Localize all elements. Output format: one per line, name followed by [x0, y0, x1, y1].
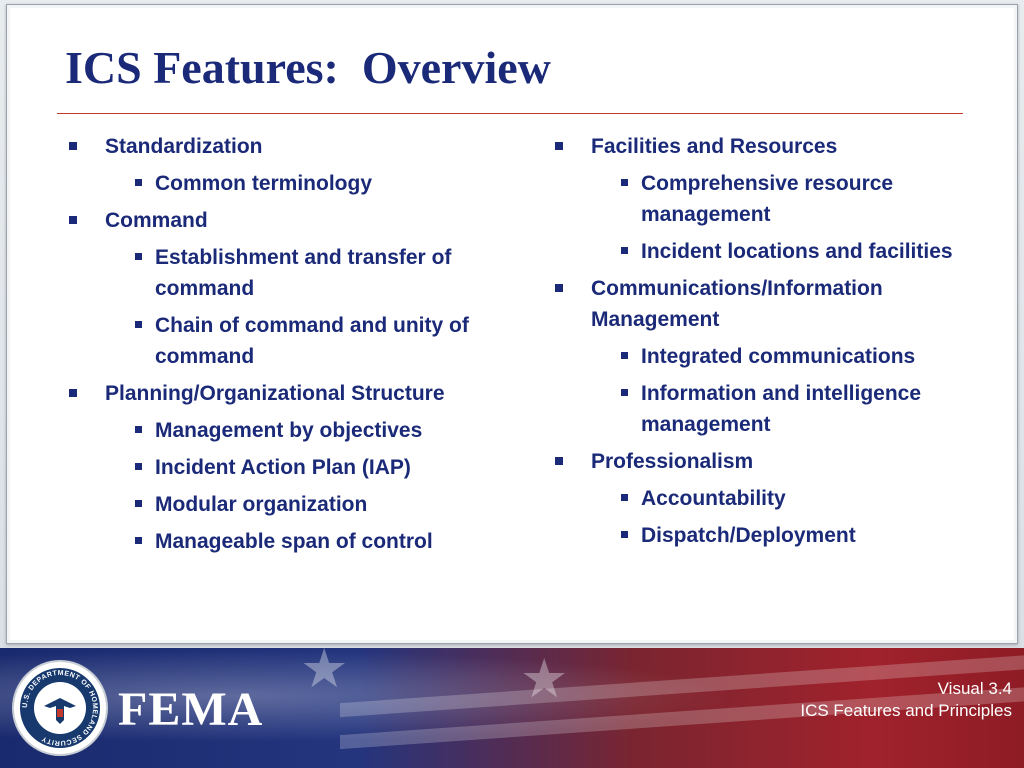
list-item-resource-management [551, 168, 961, 230]
list-item-label: Management by objectives [155, 419, 423, 442]
list-item-label: Facilities and Resources [591, 135, 838, 158]
list-item-accountability [551, 483, 961, 514]
unit-title: ICS Features and Principles [800, 701, 1012, 720]
list-item-label: Manageable span of control [155, 530, 433, 553]
list-item-label: Command [105, 209, 208, 232]
list-item-common-terminology [65, 168, 505, 199]
list-item-label: Information and intelligence management [641, 382, 922, 436]
list-item-modular-organization [65, 489, 505, 520]
square-bullet-icon [135, 537, 142, 544]
square-bullet-icon [69, 389, 77, 397]
square-bullet-icon [621, 531, 628, 538]
list-item-integrated-communications [551, 341, 961, 372]
slide-title: ICS Features: Overview [65, 42, 551, 93]
left-bullet-list [65, 131, 505, 563]
square-bullet-icon [135, 463, 142, 470]
list-item-label: Integrated communications [641, 345, 916, 368]
list-item-intelligence-management [551, 378, 961, 440]
right-bullet-list [551, 131, 961, 557]
eagle-icon [14, 662, 106, 754]
list-item-label: Dispatch/Deployment [641, 524, 856, 547]
square-bullet-icon [621, 179, 628, 186]
square-bullet-icon [555, 142, 563, 150]
list-item-label: Professionalism [591, 450, 754, 473]
list-item-chain-of-command [65, 310, 505, 372]
list-item-communications-management [551, 273, 961, 335]
list-item-facilities-resources [551, 131, 961, 162]
square-bullet-icon [69, 216, 77, 224]
square-bullet-icon [621, 389, 628, 396]
list-item-planning-structure [65, 378, 505, 409]
list-item-label: Chain of command and unity of command [155, 314, 469, 368]
visual-caption [800, 678, 1012, 722]
square-bullet-icon [555, 284, 563, 292]
list-item-label: Accountability [641, 487, 786, 510]
visual-number: Visual 3.4 [937, 679, 1012, 698]
star-icon: ★ [300, 648, 349, 699]
list-item-establishment-transfer [65, 242, 505, 304]
square-bullet-icon [621, 352, 628, 359]
list-item-command [65, 205, 505, 236]
square-bullet-icon [69, 142, 77, 150]
list-item-label: Incident Action Plan (IAP) [155, 456, 411, 479]
list-item-label: Incident locations and facilities [641, 240, 953, 263]
square-bullet-icon [135, 179, 142, 186]
content-panel [6, 4, 1018, 644]
list-item-iap [65, 452, 505, 483]
footer-banner [0, 648, 1024, 768]
list-item-management-by-objectives [65, 415, 505, 446]
list-item-label: Establishment and transfer of command [155, 246, 452, 300]
list-item-label: Common terminology [155, 172, 373, 195]
square-bullet-icon [135, 321, 142, 328]
list-item-standardization [65, 131, 505, 162]
list-item-label: Planning/Organizational Structure [105, 382, 445, 405]
square-bullet-icon [555, 457, 563, 465]
square-bullet-icon [135, 253, 142, 260]
svg-text:U.S. DEPARTMENT OF HOMELAND SE: U.S. DEPARTMENT OF HOMELAND SECURITY [21, 669, 99, 747]
list-item-label: Standardization [105, 135, 263, 158]
title-divider [57, 113, 963, 114]
list-item-label: Modular organization [155, 493, 368, 516]
square-bullet-icon [135, 426, 142, 433]
square-bullet-icon [135, 500, 142, 507]
fema-wordmark: FEMA [118, 683, 264, 736]
list-item-label: Comprehensive resource management [641, 172, 894, 226]
list-item-span-of-control [65, 526, 505, 557]
list-item-label: Communications/Information Management [591, 277, 883, 331]
star-icon: ★ [520, 649, 569, 709]
square-bullet-icon [621, 247, 628, 254]
list-item-incident-locations [551, 236, 961, 267]
square-bullet-icon [621, 494, 628, 501]
dhs-seal-logo [14, 662, 106, 754]
list-item-professionalism [551, 446, 961, 477]
list-item-dispatch-deployment [551, 520, 961, 551]
